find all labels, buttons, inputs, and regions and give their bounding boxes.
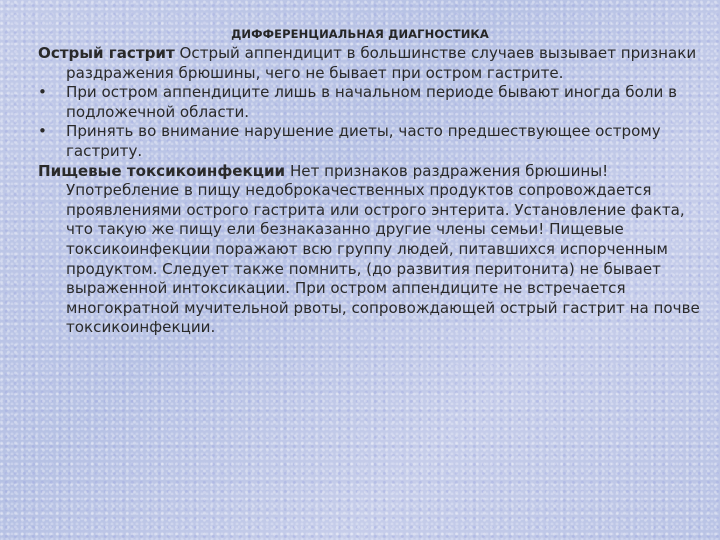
paragraph-text: Острый аппендицит в большинстве случаев вызывает признаки раздражения брюшины, чего не бывает при остром гастрите. — [66, 44, 697, 82]
paragraph-heading: Острый гастрит — [38, 44, 175, 62]
paragraph-food-toxicoinfection — [38, 162, 714, 338]
bullet-icon: • — [38, 122, 47, 141]
slide-title: ДИФФЕРЕНЦИАЛЬНАЯ ДИАГНОСТИКА — [231, 27, 489, 41]
paragraph-heading: Пищевые токсикоинфекции — [38, 161, 286, 180]
paragraph-acute-gastritis — [38, 44, 714, 83]
paragraph-text: Нет признаков раздражения брюшины! Употребление в пищу недоброкачественных продуктов сопровождается проявлениями острого гастрита или острого энтерита. Установление факта, что такую же пищу ели безнаказанно другие члены семьи! Пищевые токсикоинфекции поражают всю группу людей, питавшихся испорченным продуктом. Следует также помнить, (до развития перитонита) не бывает выраженной интоксикации. При остром аппендиците не встречается многократной мучительной рвоты, сопровождающей острый гастрит на почве токсикоинфекции. — [66, 161, 700, 337]
bullet-icon: • — [38, 83, 47, 102]
bullet-item — [38, 122, 714, 161]
bullet-item — [38, 83, 714, 122]
slide-body — [38, 44, 714, 338]
bullet-text: При остром аппендиците лишь в начальном периоде бывают иногда боли в подложечной области. — [66, 83, 677, 121]
bullet-text: Принять во внимание нарушение диеты, часто предшествующее острому гастриту. — [66, 122, 661, 160]
